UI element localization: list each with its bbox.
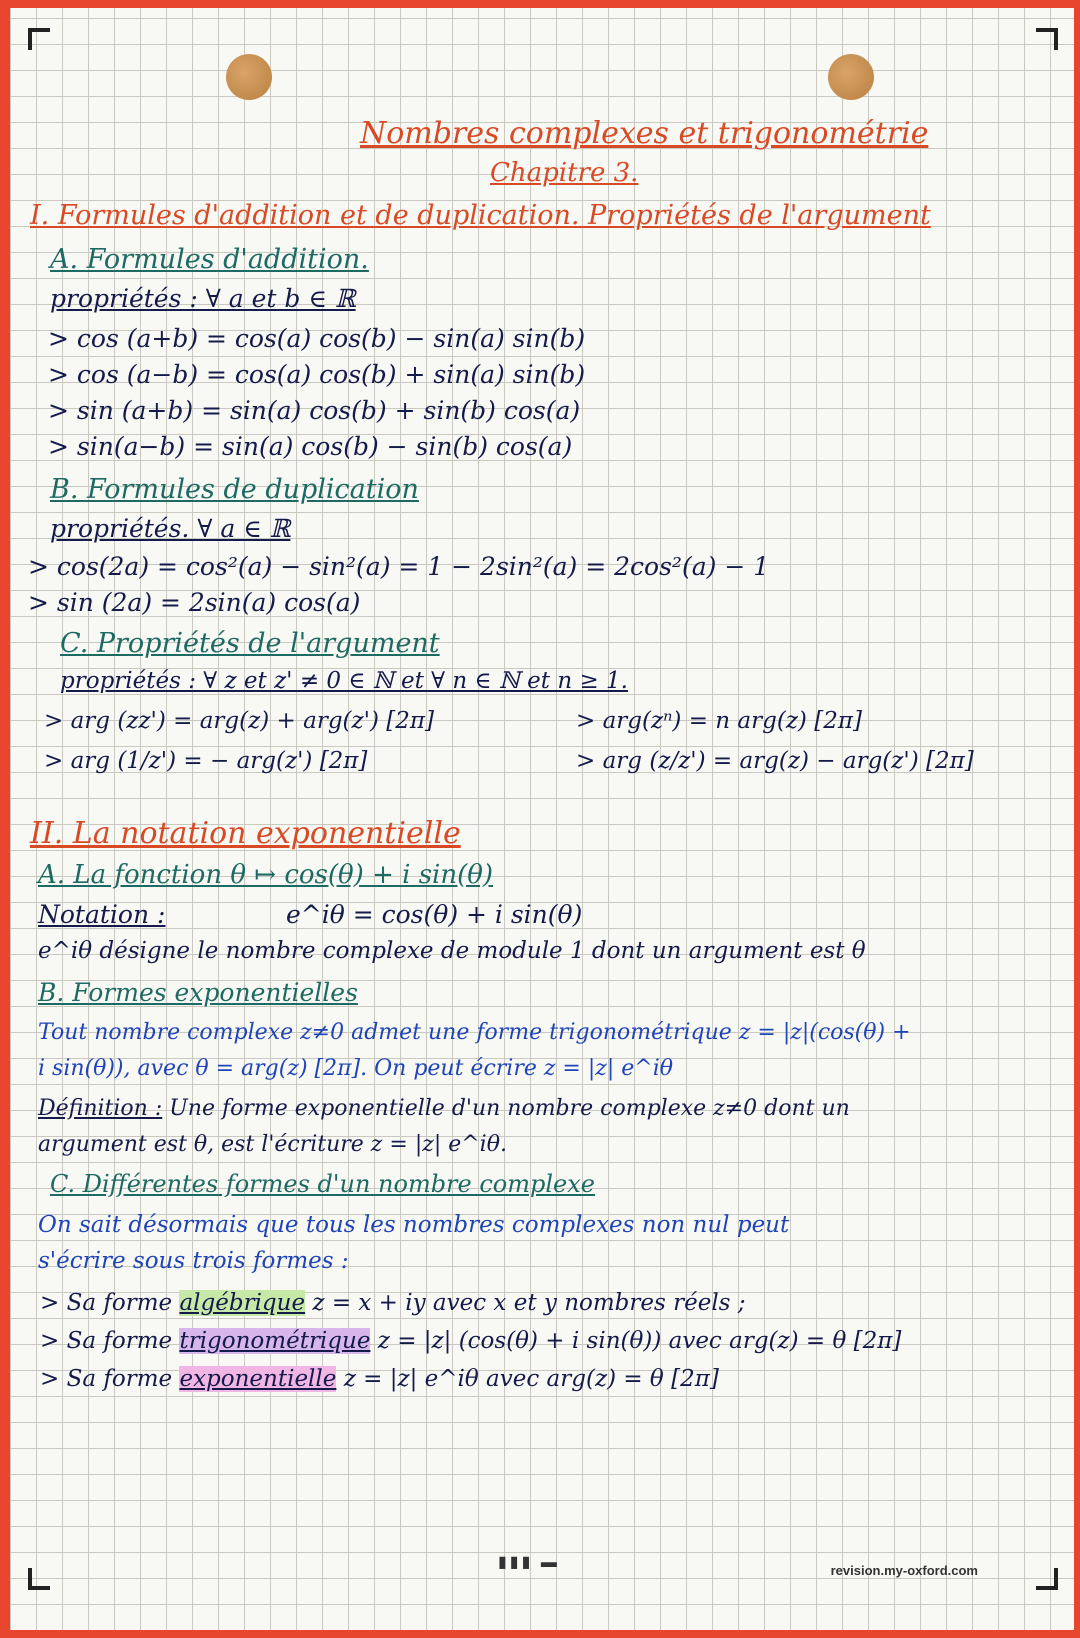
formula-line: > arg (zz') = arg(z) + arg(z') [2π] bbox=[44, 708, 434, 734]
form-prefix: > Sa forme bbox=[40, 1328, 180, 1354]
form-formula: z = x + iy avec x et y nombres réels ; bbox=[305, 1290, 746, 1316]
definition-text: Une forme exponentielle d'un nombre complexe z≠0 dont un bbox=[162, 1096, 850, 1121]
chapter-label: Chapitre 3. bbox=[490, 158, 639, 188]
scan-corner-marker bbox=[1036, 1568, 1058, 1590]
paragraph-line: On sait désormais que tous les nombres complexes non nul peut bbox=[38, 1212, 790, 1238]
properties-label: propriétés : ∀ a et b ∈ ℝ bbox=[50, 284, 356, 313]
highlight-exponential: exponentielle bbox=[179, 1366, 337, 1392]
form-formula: z = |z| (cos(θ) + i sin(θ)) avec arg(z) = θ [2π] bbox=[370, 1328, 902, 1354]
paragraph-line: s'écrire sous trois formes : bbox=[38, 1248, 349, 1274]
formula-line: > cos (a+b) = cos(a) cos(b) − sin(a) sin(b) bbox=[48, 324, 586, 353]
formula-line: > cos (a−b) = cos(a) cos(b) + sin(a) sin(b) bbox=[48, 360, 586, 389]
scan-corner-marker bbox=[1036, 28, 1058, 50]
formula-line: > arg (z/z') = arg(z) − arg(z') [2π] bbox=[576, 748, 974, 774]
notebook-page bbox=[10, 8, 1074, 1630]
notation-label: Notation : bbox=[38, 900, 166, 929]
page-title: Nombres complexes et trigonométrie bbox=[360, 116, 929, 151]
highlight-trigonometric: trigonométrique bbox=[179, 1328, 371, 1354]
notation-description: e^iθ désigne le nombre complexe de module 1 dont un argument est θ bbox=[38, 938, 866, 964]
properties-label: propriétés. ∀ a ∈ ℝ bbox=[50, 514, 291, 543]
paragraph-line: i sin(θ)), avec θ = arg(z) [2π]. On peut écrire z = |z| e^iθ bbox=[38, 1056, 674, 1081]
scan-corner-marker bbox=[28, 28, 50, 50]
subsection-c-title: C. Propriétés de l'argument bbox=[60, 628, 440, 659]
form-prefix: > Sa forme bbox=[40, 1366, 180, 1392]
highlight-algebraic: algébrique bbox=[179, 1290, 306, 1316]
subsection-a-title: A. La fonction θ ↦ cos(θ) + i sin(θ) bbox=[38, 860, 494, 890]
formula-line: > sin(a−b) = sin(a) cos(b) − sin(b) cos(a) bbox=[48, 432, 573, 461]
section-1-heading: I. Formules d'addition et de duplication. Propriétés de l'argument bbox=[30, 200, 931, 231]
form-trigonometric bbox=[40, 1328, 901, 1354]
footer-marks: ▮▮▮ ▬ bbox=[498, 1554, 560, 1571]
section-2-heading: II. La notation exponentielle bbox=[30, 816, 461, 851]
formula-line: > arg(zⁿ) = n arg(z) [2π] bbox=[576, 708, 862, 734]
subsection-c-title: C. Différentes formes d'un nombre complexe bbox=[50, 1170, 595, 1198]
form-prefix: > Sa forme bbox=[40, 1290, 180, 1316]
formula-line: > sin (2a) = 2sin(a) cos(a) bbox=[28, 588, 361, 617]
subsection-a-title: A. Formules d'addition. bbox=[50, 244, 369, 275]
paragraph-line: Tout nombre complexe z≠0 admet une forme trigonométrique z = |z|(cos(θ) + bbox=[38, 1020, 911, 1045]
subsection-b-title: B. Formes exponentielles bbox=[38, 978, 358, 1007]
notation-formula: e^iθ = cos(θ) + i sin(θ) bbox=[286, 900, 583, 929]
formula-line: > arg (1/z') = − arg(z') [2π] bbox=[44, 748, 368, 774]
form-formula: z = |z| e^iθ avec arg(z) = θ [2π] bbox=[336, 1366, 719, 1392]
subsection-b-title: B. Formules de duplication bbox=[50, 474, 419, 505]
formula-line: > sin (a+b) = sin(a) cos(b) + sin(b) cos(a) bbox=[48, 396, 581, 425]
punch-hole bbox=[828, 54, 874, 100]
scan-corner-marker bbox=[28, 1568, 50, 1590]
definition-label: Définition : bbox=[38, 1096, 163, 1121]
definition-line bbox=[38, 1096, 850, 1121]
form-algebraic bbox=[40, 1290, 746, 1316]
definition-line: argument est θ, est l'écriture z = |z| e^iθ. bbox=[38, 1132, 507, 1157]
form-exponential bbox=[40, 1366, 719, 1392]
footer-brand: revision.my-oxford.com bbox=[830, 1563, 978, 1578]
formula-line: > cos(2a) = cos²(a) − sin²(a) = 1 − 2sin²(a) = 2cos²(a) − 1 bbox=[28, 552, 770, 581]
punch-hole bbox=[226, 54, 272, 100]
properties-label: propriétés : ∀ z et z' ≠ 0 ∈ ℕ et ∀ n ∈ ℕ et n ≥ 1. bbox=[60, 668, 628, 694]
